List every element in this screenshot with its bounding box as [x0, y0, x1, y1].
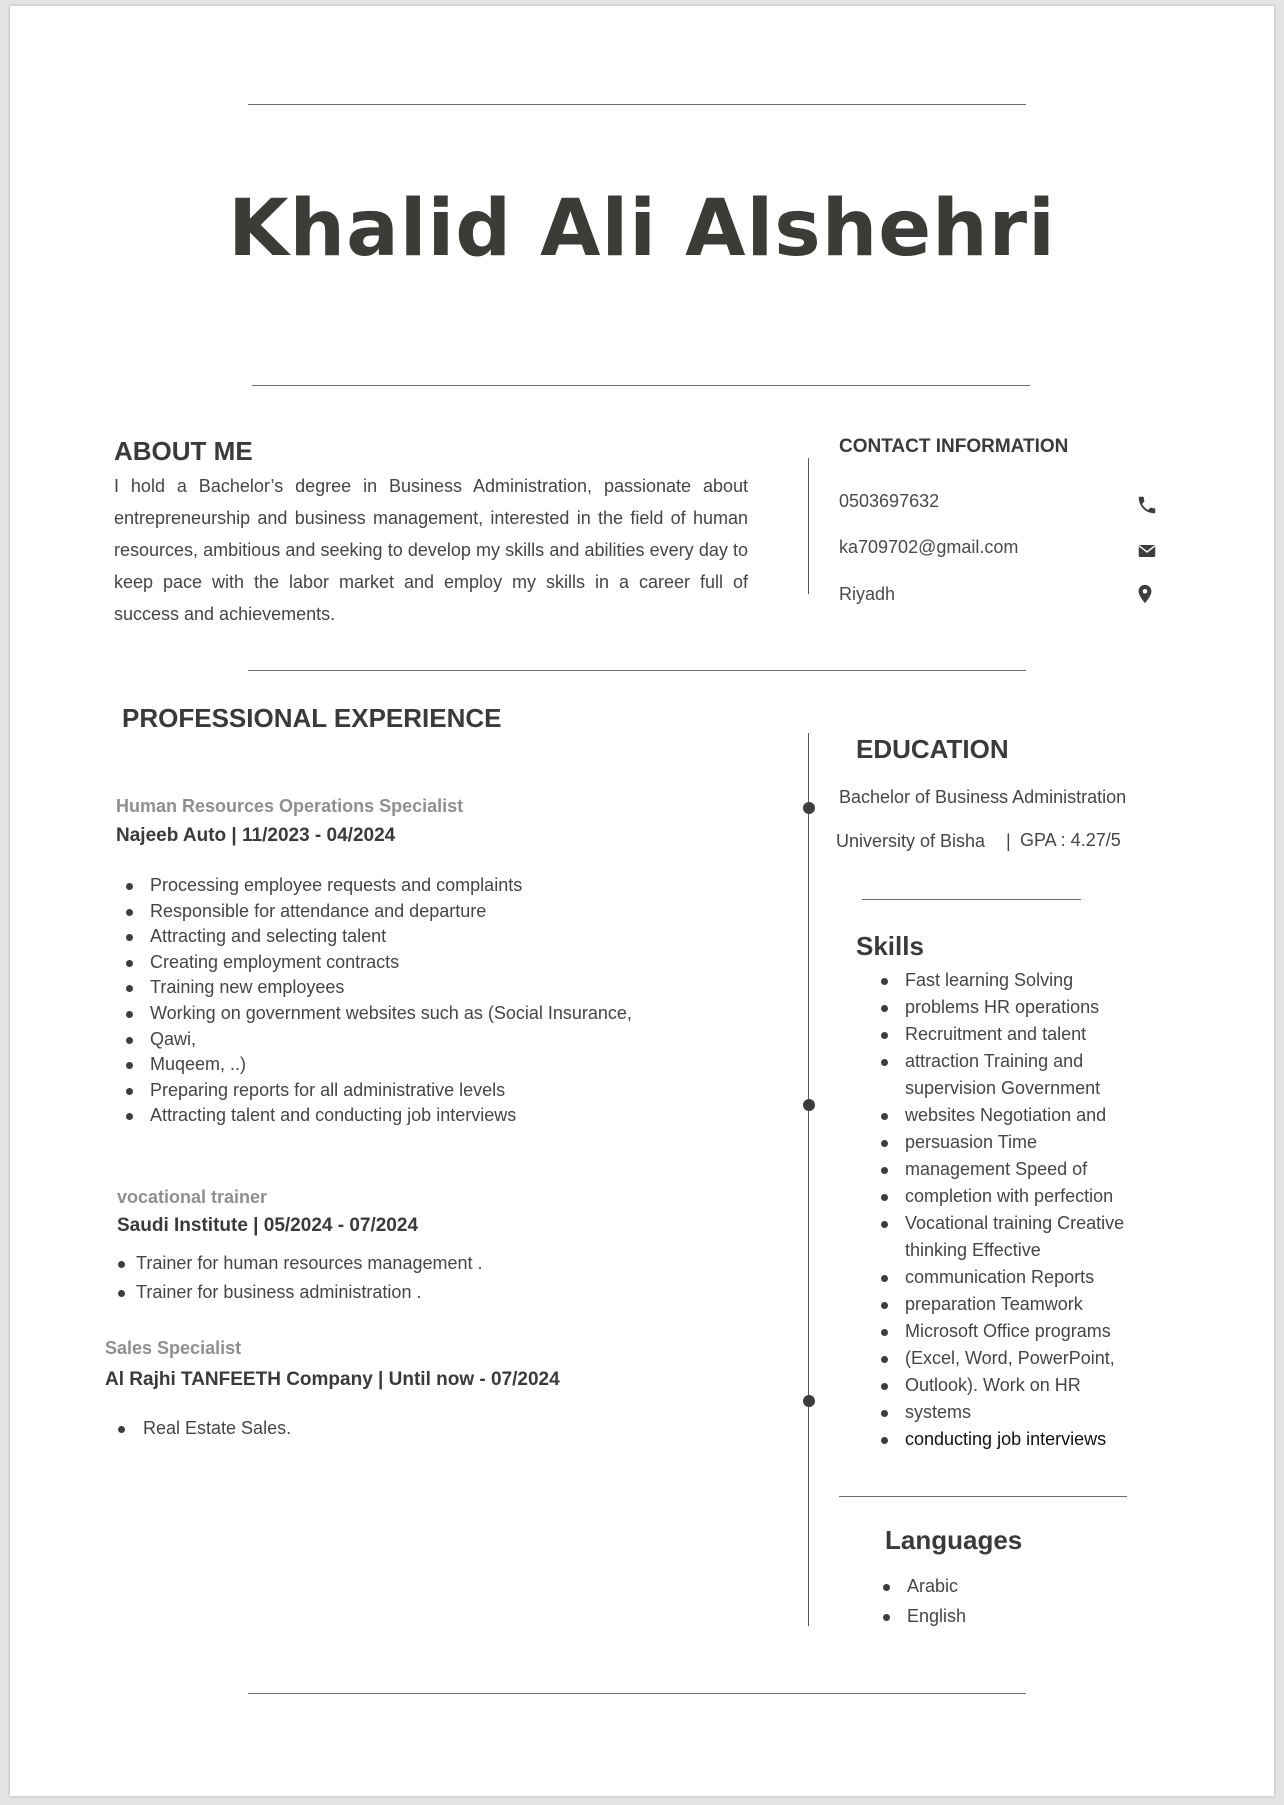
education-divider — [862, 899, 1081, 900]
about-heading: ABOUT ME — [114, 436, 253, 466]
phone-number: 0503697632 — [839, 491, 940, 511]
list-item: (Excel, Word, PowerPoint, — [879, 1345, 1169, 1372]
job-company-dates: Najeeb Auto | 11/2023 - 04/2024 — [116, 825, 396, 846]
list-item: Attracting talent and conducting job interviews — [116, 1103, 716, 1129]
list-item: Attracting and selecting talent — [116, 924, 716, 950]
languages-heading: Languages — [885, 1525, 1023, 1555]
contact-divider — [808, 458, 809, 594]
list-item: Microsoft Office programs — [879, 1318, 1169, 1345]
skills-heading: Skills — [856, 931, 924, 961]
about-text: I hold a Bachelor’s degree in Business Administration, passionate about entrepreneurship and business management, interested in the field of human resources, ambitious and seeking to develop my skills and abilities every day to keep pace with the labor market and employ my skills in a career full of success and achievements. — [114, 476, 748, 624]
list-item: conducting job interviews — [879, 1426, 1169, 1453]
list-item: attraction Training and — [879, 1048, 1169, 1075]
list-item: thinking Effective — [905, 1240, 1041, 1260]
list-item: problems HR operations — [879, 994, 1169, 1021]
education-heading: EDUCATION — [856, 734, 1009, 764]
list-item: Qawi, — [116, 1027, 716, 1053]
list-item: Training new employees — [116, 975, 716, 1001]
list-item: Muqeem, ..) — [116, 1052, 716, 1078]
education-separator: | — [1006, 831, 1011, 851]
timeline-dot — [803, 1395, 815, 1407]
education-university: University of Bisha — [836, 831, 986, 851]
list-item: Trainer for business administration . — [116, 1278, 716, 1307]
list-item: management Speed of — [879, 1156, 1169, 1183]
timeline-dot — [803, 1099, 815, 1111]
job-title: Human Resources Operations Specialist — [116, 796, 464, 816]
job-bullets — [116, 1414, 716, 1443]
list-item: Preparing reports for all administrative levels — [116, 1078, 716, 1104]
list-item: Responsible for attendance and departure — [116, 899, 716, 925]
contact-heading: CONTACT INFORMATION — [839, 436, 1069, 457]
languages-list — [881, 1571, 1081, 1631]
job-company-dates: Al Rajhi TANFEETH Company | Until now - 07/2024 — [105, 1369, 560, 1390]
list-item: Vocational training Creative — [879, 1210, 1169, 1237]
list-item: preparation Teamwork — [879, 1291, 1169, 1318]
header-divider — [252, 385, 1030, 386]
job-bullets — [116, 1249, 716, 1307]
education-gpa: GPA : 4.27/5 — [1020, 830, 1121, 850]
list-item: Trainer for human resources management . — [116, 1249, 716, 1278]
job-company-dates: Saudi Institute | 05/2024 - 07/2024 — [117, 1215, 419, 1236]
list-item: Fast learning Solving — [879, 967, 1169, 994]
education-degree: Bachelor of Business Administration — [839, 787, 1127, 807]
section-divider — [248, 670, 1026, 671]
timeline-dot — [803, 802, 815, 814]
list-item: Creating employment contracts — [116, 950, 716, 976]
job-bullets — [116, 873, 716, 1129]
list-item: English — [881, 1601, 1081, 1631]
bottom-divider — [248, 1693, 1026, 1694]
list-item: completion with perfection — [879, 1183, 1169, 1210]
job-title: Sales Specialist — [105, 1338, 242, 1358]
list-item: Working on government websites such as (Social Insurance, — [116, 1001, 716, 1027]
list-item: Arabic — [881, 1571, 1081, 1601]
location-pin-icon — [1134, 583, 1156, 605]
timeline-line — [808, 733, 809, 1626]
list-item: Outlook). Work on HR — [879, 1372, 1169, 1399]
envelope-icon — [1136, 540, 1158, 562]
skills-list — [879, 967, 1169, 1453]
email-address: ka709702@gmail.com — [839, 537, 1019, 557]
location-text: Riyadh — [839, 584, 896, 604]
list-item: persuasion Time — [879, 1129, 1169, 1156]
top-divider — [248, 104, 1026, 105]
list-item: Processing employee requests and complaints — [116, 873, 716, 899]
experience-heading: PROFESSIONAL EXPERIENCE — [122, 703, 502, 733]
job-title: vocational trainer — [117, 1187, 268, 1207]
list-item: Recruitment and talent — [879, 1021, 1169, 1048]
skills-divider — [839, 1496, 1127, 1497]
candidate-name: Khalid Ali Alshehri — [228, 184, 1056, 274]
list-item: supervision Government — [905, 1078, 1101, 1098]
list-item: Real Estate Sales. — [116, 1414, 716, 1443]
list-item: systems — [879, 1399, 1169, 1426]
list-item: communication Reports — [879, 1264, 1169, 1291]
list-item: websites Negotiation and — [879, 1102, 1169, 1129]
phone-icon — [1136, 494, 1158, 516]
